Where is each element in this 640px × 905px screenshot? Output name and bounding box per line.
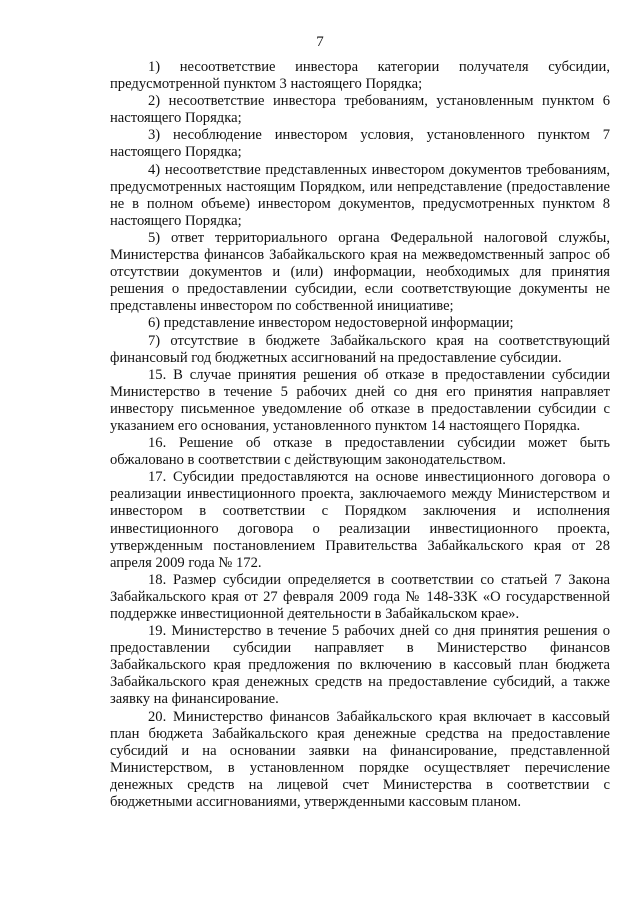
paragraph-16: 16. Решение об отказе в предоставлении субсидии может быть обжаловано в соответствии с действующим законодательством. bbox=[110, 435, 610, 469]
document-body bbox=[110, 59, 610, 811]
list-item-2: 2) несоответствие инвестора требованиям, установленным пунктом 6 настоящего Порядка; bbox=[110, 93, 610, 127]
paragraph-19: 19. Министерство в течение 5 рабочих дней со дня принятия решения о предоставлении субсидии направляет в Министерство финансов Забайкальского края предложения по включению в кассовый план бюджета Забайкальского края денежных средств на предоставление субсидий, а также заявку на финансирование. bbox=[110, 623, 610, 708]
list-item-1: 1) несоответствие инвестора категории получателя субсидии, предусмотренной пунктом 3 настоящего Порядка; bbox=[110, 59, 610, 93]
paragraph-18: 18. Размер субсидии определяется в соответствии со статьей 7 Закона Забайкальского края от 27 февраля 2009 года № 148-ЗЗК «О государственной поддержке инвестиционной деятельности в Забайкальском крае». bbox=[110, 571, 610, 622]
page-number: 7 bbox=[316, 34, 324, 50]
list-item-7: 7) отсутствие в бюджете Забайкальского края на соответствующий финансовый год бюджетных ассигнований на предоставление субсидии. bbox=[110, 332, 610, 366]
paragraph-20: 20. Министерство финансов Забайкальского края включает в кассовый план бюджета Забайкальского края денежные средства на предоставление субсидий и на основании заявки на финансирование, представленной Министерством, в установленном порядке осуществляет перечисление денежных средств на лицевой счет Министерства в соответствии с бюджетными ассигнованиями, утвержденными кассовым планом. bbox=[110, 708, 610, 811]
list-item-6: 6) представление инвестором недостоверной информации; bbox=[148, 315, 514, 332]
list-item-5: 5) ответ территориального органа Федеральной налоговой службы, Министерства финансов Забайкальского края на межведомственный запрос об отсутствии документов и (или) информации, необходимых для принятия решения о предоставлении субсидии, если соответствующие документы не представлены инвестором по собственной инициативе; bbox=[110, 229, 610, 315]
list-item-3: 3) несоблюдение инвестором условия, установленного пунктом 7 настоящего Порядка; bbox=[110, 127, 610, 161]
list-item-4: 4) несоответствие представленных инвестором документов требованиям, предусмотренных настоящим Порядком, или непредставление (предоставление не в полном объеме) инвестором документов, предусмотренных пунктом 8 настоящего Порядка; bbox=[110, 161, 610, 229]
paragraph-15: 15. В случае принятия решения об отказе в предоставлении субсидии Министерство в течение 5 рабочих дней со дня его принятия направляет инвестору письменное уведомление об отказе в предоставлении субсидии с указанием его основания, установленного пунктом 14 настоящего Порядка. bbox=[110, 366, 610, 434]
paragraph-17: 17. Субсидии предоставляются на основе инвестиционного договора о реализации инвестиционного проекта, заключаемого между Министерством и инвестором в соответствии с Порядком заключения и исполнения инвестиционного договора о реализации инвестиционного проекта, утвержденным постановлением Правительства Забайкальского края от 28 апреля 2009 года № 172. bbox=[110, 469, 610, 571]
